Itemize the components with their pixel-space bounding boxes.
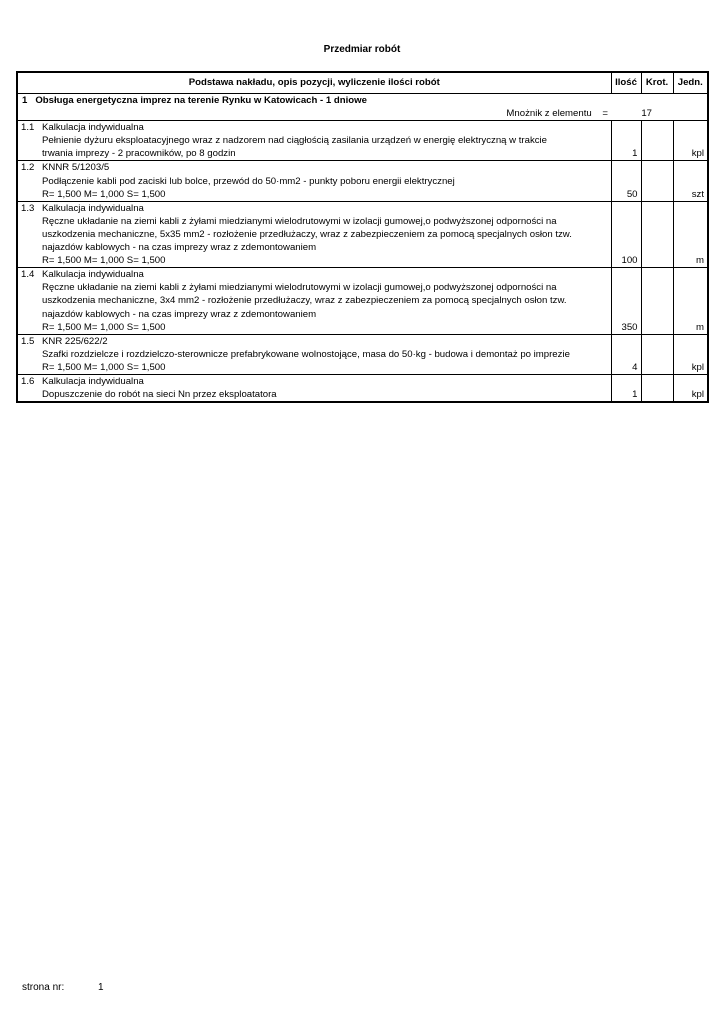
multiplier-eq: = xyxy=(602,108,609,120)
item-description xyxy=(42,334,611,374)
item-unit: kpl xyxy=(673,334,708,374)
table-row xyxy=(17,334,708,374)
item-qty: 1 xyxy=(611,121,641,161)
item-number: 1.2 xyxy=(17,161,42,201)
table-row xyxy=(17,121,708,161)
item-description-line: uszkodzenia mechaniczne, 5x35 mm2 - rozłożenie przedłużaczy, wraz z zabezpieczeniem za pomocą specjalnych osłon tzw. xyxy=(42,228,572,240)
bill-of-quantities-table xyxy=(16,71,709,403)
item-unit: m xyxy=(673,201,708,267)
section-heading xyxy=(22,94,704,107)
table-row xyxy=(17,161,708,201)
footer-label: strona nr: xyxy=(22,982,65,993)
document-title: Przedmiar robót xyxy=(323,44,401,55)
item-description-line: R= 1,500 M= 1,000 S= 1,500 xyxy=(42,188,166,200)
item-description-line: Kalkulacja indywidualna xyxy=(42,122,144,134)
item-description-line: Dopuszczenie do robót na sieci Nn przez eksploatatora xyxy=(42,389,277,401)
item-qty: 350 xyxy=(611,268,641,334)
item-number: 1.6 xyxy=(17,374,42,402)
page-number: 1 xyxy=(98,982,104,993)
item-krot xyxy=(641,201,673,267)
header-description: Podstawa nakładu, opis pozycji, wyliczenie ilości robót xyxy=(17,72,611,94)
item-krot xyxy=(641,268,673,334)
section-title: Obsługa energetyczna imprez na terenie Rynku w Katowicach - 1 dniowe xyxy=(35,95,367,106)
multiplier-label: Mnożnik z elementu xyxy=(506,108,592,120)
item-description xyxy=(42,268,611,334)
item-number: 1.4 xyxy=(17,268,42,334)
item-qty: 4 xyxy=(611,334,641,374)
item-description-line: KNNR 5/1203/5 xyxy=(42,162,110,174)
item-description-line: Kalkulacja indywidualna xyxy=(42,269,144,281)
item-unit: szt xyxy=(673,161,708,201)
item-krot xyxy=(641,334,673,374)
table-row xyxy=(17,374,708,402)
page-footer xyxy=(22,982,104,993)
item-unit: m xyxy=(673,268,708,334)
table-row xyxy=(17,268,708,334)
item-krot xyxy=(641,161,673,201)
section-multiplier xyxy=(22,107,704,120)
item-description-line: R= 1,500 M= 1,000 S= 1,500 xyxy=(42,255,166,267)
item-krot xyxy=(641,374,673,402)
table-row xyxy=(17,201,708,267)
item-qty: 50 xyxy=(611,161,641,201)
item-description-line: Ręczne układanie na ziemi kabli z żyłami miedzianymi wielodrutowymi w izolacji gumowej,o podwyższonej odporności na xyxy=(42,282,557,294)
item-description xyxy=(42,121,611,161)
item-qty: 100 xyxy=(611,201,641,267)
item-description-line: najazdów kablowych - na czas imprezy wraz z zdemontowaniem xyxy=(42,242,317,254)
item-description-line: Kalkulacja indywidualna xyxy=(42,375,144,387)
item-number: 1.3 xyxy=(17,201,42,267)
item-krot xyxy=(641,121,673,161)
header-qty: Ilość xyxy=(611,72,641,94)
table-header-row xyxy=(17,72,708,94)
item-description-line: R= 1,500 M= 1,000 S= 1,500 xyxy=(42,361,166,373)
item-unit: kpl xyxy=(673,121,708,161)
item-description-line: najazdów kablowych - na czas imprezy wraz z zdemontowaniem xyxy=(42,308,317,320)
section-row xyxy=(17,94,708,121)
item-description xyxy=(42,201,611,267)
item-qty: 1 xyxy=(611,374,641,402)
item-description-line: trwania imprezy - 2 pracowników, po 8 godzin xyxy=(42,148,236,160)
item-unit: kpl xyxy=(673,374,708,402)
item-description-line: Ręczne układanie na ziemi kabli z żyłami miedzianymi wielodrutowymi w izolacji gumowej,o podwyższonej odporności na xyxy=(42,215,557,227)
item-description-line: uszkodzenia mechaniczne, 3x4 mm2 - rozłożenie przedłużaczy, wraz z zabezpieczeniem za pomocą specjalnych osłon tzw. xyxy=(42,295,567,307)
header-unit: Jedn. xyxy=(673,72,708,94)
item-description-line: Pełnienie dyżuru eksploatacyjnego wraz z nadzorem nad ciągłością zasilania urządzeń w energię elektryczną w trakcie xyxy=(42,135,548,147)
section-number: 1 xyxy=(22,95,28,106)
item-description xyxy=(42,161,611,201)
item-description-line: KNR 225/622/2 xyxy=(42,335,108,347)
item-number: 1.5 xyxy=(17,334,42,374)
item-description xyxy=(42,374,611,402)
item-description-line: Podłączenie kabli pod zaciski lub bolce, przewód do 50·mm2 - punkty poboru energii elektrycznej xyxy=(42,175,455,187)
multiplier-value: 17 xyxy=(641,108,653,120)
item-number: 1.1 xyxy=(17,121,42,161)
item-description-line: R= 1,500 M= 1,000 S= 1,500 xyxy=(42,321,166,333)
item-description-line: Kalkulacja indywidualna xyxy=(42,202,144,214)
item-description-line: Szafki rozdzielcze i rozdzielczo-sterownicze prefabrykowane wolnostojące, masa do 50·kg - budowa i demontaż po imprezie xyxy=(42,348,570,360)
header-krot: Krot. xyxy=(641,72,673,94)
